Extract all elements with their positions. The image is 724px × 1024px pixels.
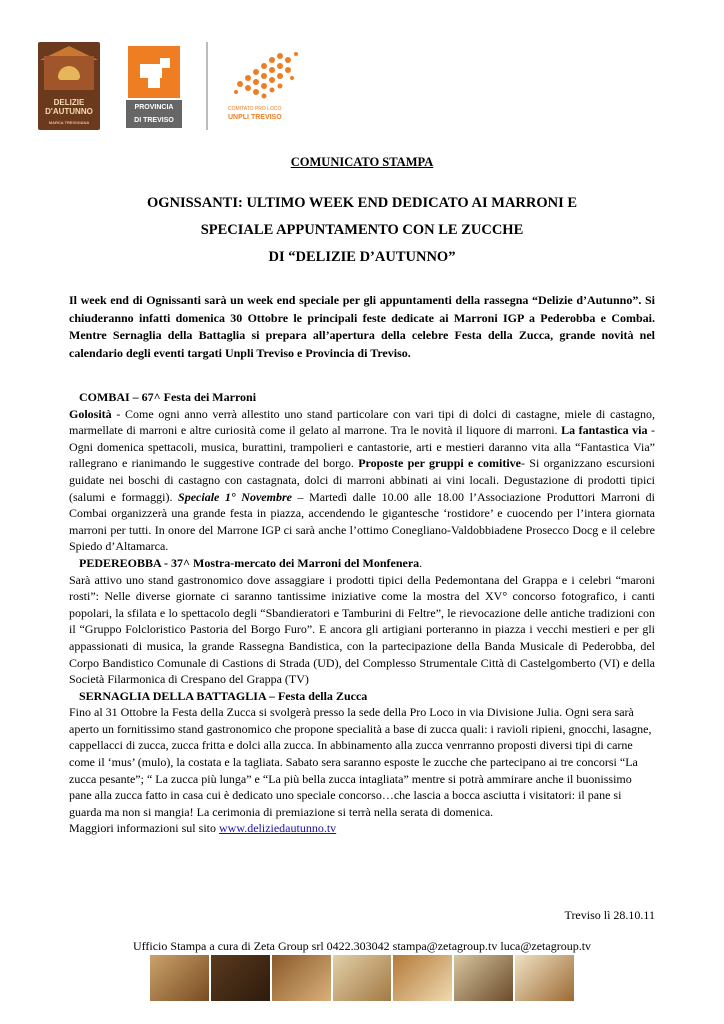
pederobba-title-text: PEDEREOBBA - 37^ Mostra-mercato dei Marroni del Monfenera [79, 555, 420, 570]
document-date: Treviso lì 28.10.11 [564, 908, 655, 922]
section-title-sernaglia: SERNAGLIA DELLA BATTAGLIA – Festa della Zucca [79, 688, 368, 703]
delizie-logo-line2: D'AUTUNNO [45, 107, 93, 116]
lead-paragraph: Il week end di Ognissanti sarà un week end speciale per gli appuntamenti della rassegna “Delizie d’Autunno”. Si chiuderanno infatti domenica 30 Ottobre le principali feste dedicate ai Marroni IGP a Pederobba e Combai. Mentre Sernaglia della Battaglia si prepara all’apertura della celebre Festa della Zucca, grande novità nel calendario degli eventi targati Unpli Treviso e Provincia di Treviso. [69, 293, 655, 361]
provincia-treviso-logo [126, 46, 182, 130]
document-body [69, 389, 655, 837]
section-title-combai: COMBAI – 67^ Festa dei Marroni [79, 390, 257, 404]
unpli-logo-text: UNPLI TREVISO [228, 114, 282, 121]
label-speciale: Speciale 1° Novembre [178, 489, 292, 504]
headline-line-2: SPECIALE APPUNTAMENTO CON LE ZUCCHE [200, 222, 524, 238]
delizie-autunno-logo [38, 42, 100, 130]
photo-roasted-chestnuts [211, 955, 270, 1001]
provincia-mark-cut [140, 64, 162, 78]
section-text-sernaglia: Fino al 31 Ottobre la Festa della Zucca si svolgerà presso la sede della Pro Loco in via Divisione Julia. Ogni sera sarà aperto un fornitissimo stand gastronomico che propone specialità a base di zucca quali: i ravioli ripieni, gnocchi, lasagne, cappellacci di zucca, zucca fritta e dolci alla zucca. In abbinamento alla zucca venrranno proposti diversi tipi di carne come il ‘mus’ (mulo), la costata e la tagliata. Sabato sera saranno esposte le zucche che partecipano ai tre concorsi “La zucca pesante”; “ La zucca più lunga” e “La più bella zucca intagliata” mentre si potrà ammirare anche il buonissimo pane alla zucca fatto in casa cui è dedicato uno speciale concorso…che lascia a bocca asciutta i visitatori: il pane si guarda ma non si mangia! La cerimonia di premiazione si terrà nella serata di domenica. [69, 705, 652, 819]
label-proposte: Proposte per gruppi e comitive [358, 456, 521, 471]
info-label: Maggiori informazioni sul sito [69, 821, 219, 836]
section-title-pederobba [69, 555, 655, 572]
unpli-treviso-logo [228, 46, 308, 130]
website-link[interactable]: www.deliziedautunno.tv [218, 821, 337, 836]
text-fantastica-via: - Ogni domenica spettacoli, musica, burattini, trampolieri e cantastorie, arti e mestieri daranno vita alla “Fantastica Via” rallegrano e rianimando le suggestive contrade del borgo. [69, 423, 656, 471]
logo-bar [38, 42, 318, 132]
provincia-line1: PROVINCIA [134, 104, 174, 111]
provincia-line2: DI TREVISO [134, 117, 174, 124]
food-photo-strip [150, 955, 574, 1001]
photo-chestnuts [150, 955, 209, 1001]
label-fantastica-via: La fantastica via [561, 423, 648, 438]
provincia-logo-text [126, 100, 182, 128]
headline-line-1: OGNISSANTI: ULTIMO WEEK END DEDICATO AI MARRONI E [146, 195, 578, 211]
photo-mushrooms [272, 955, 331, 1001]
document-headline [40, 190, 684, 271]
delizie-logo-line1: DELIZIE [53, 98, 85, 107]
unpli-logo-small-text: COMITATO PRO LOCO [228, 106, 282, 112]
pederobba-title-suffix: . [419, 555, 423, 570]
text-speciale: – Martedì dalle 10.00 alle 18.00 l’Associazione Produttori Marroni di Combai organizzerà una grande festa in piazza, accendendo le gigantesche ‘rostidore’ e cuocendo per l’intera giornata marroni per tutti. In onore del Marrone IGP ci sarà anche l’ottimo Conegliano-Valdobbiadene Prosecco Docg e il celebre Spiedo d’Altamarca. [69, 489, 655, 554]
unpli-dots-icon [228, 46, 308, 104]
text-golosita: - Come ogni anno verrà allestito uno stand particolare con vari tipi di dolci di castagne, miele di castagno, marmellate di marroni e altre curiosità come il gelato al marrone. Tra le novità il liquore di marroni. [69, 406, 655, 438]
info-line [69, 820, 655, 837]
photo-dish [333, 955, 392, 1001]
photo-dessert [515, 955, 574, 1001]
delizie-logo-text [38, 98, 100, 116]
provincia-mark-cut [148, 78, 160, 88]
logo-divider [206, 42, 208, 130]
text-proposte: - Si organizzano escursioni guidate nei boschi di castagno con castagnata, dolci di marroni abbinati ai vini locali. Degustazione di prodotti tipici (salumi e formaggi). [69, 456, 655, 504]
provincia-mark-cut [160, 58, 170, 68]
delizie-logo-subtitle: MARCA TREVIGIANA [48, 120, 90, 125]
headline-line-3: DI “DELIZIE D’AUTUNNO” [268, 249, 456, 265]
section-text-pederobba: Sarà attivo uno stand gastronomico dove assaggiare i prodotti tipici della Pedemontana del Grappa e i celebri “maroni rosti”: Nelle diverse giornate ci saranno tantissime iniziative come la mostra del XV° concorso fotografico, i canti popolari, la sfilata e lo spettacolo degli “Sbandieratori e Tamburini di Feltre”, le rievocazione delle antiche tradizioni con il “Gruppo Folcloristico Pastoria del Borgo Furo”. E ancora gli artigiani porteranno in piazza i vecchi mestieri e per gli appassionati di musica, la grande Rassegna Bandistica, con la partecipazione della Banda Musicale di Pederobba, del Corpo Bandistico Comunale di Castions di Strada (UD), del Complesso Strumentale Città di Castelgomberto (VI) e della Società Filarmonica di Crespano del Grappa (TV) [69, 572, 655, 687]
section-text-combai [69, 406, 655, 555]
photo-table [454, 955, 513, 1001]
label-golosita: Golosità [69, 406, 112, 421]
press-office-footer: Ufficio Stampa a cura di Zeta Group srl 0422.303042 stampa@zetagroup.tv luca@zetagroup.tv [132, 939, 592, 953]
document-kicker: COMUNICATO STAMPA [290, 155, 434, 169]
photo-pastry [393, 955, 452, 1001]
